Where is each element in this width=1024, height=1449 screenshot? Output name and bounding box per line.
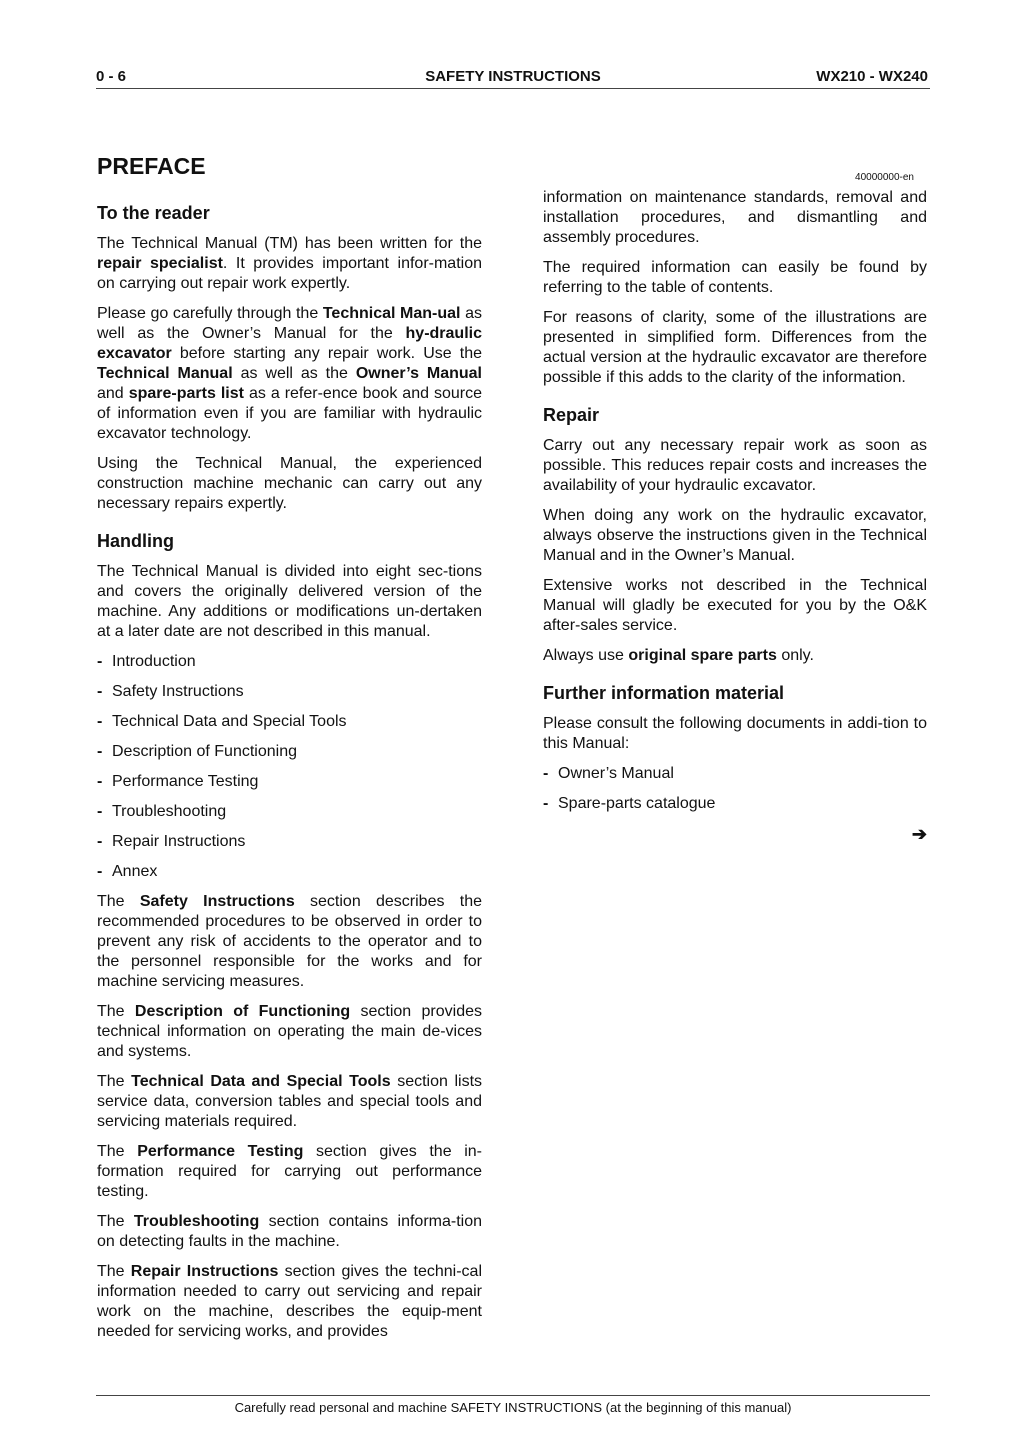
page-footer: Carefully read personal and machine SAFETY INSTRUCTIONS (at the beginning of this manual) (96, 1395, 930, 1415)
bold-text: hy-draulic excavator (97, 325, 482, 362)
bold-text: Technical Man-ual (322, 305, 461, 322)
text-run: The (97, 1263, 131, 1280)
handling-paragraph: The Technical Manual is divided into eight sec-tions and covers the originally delivered version of the machine. Any additions or modifications un-dertaken at a later date are not described in this manual. (97, 563, 482, 640)
reader-paragraph-2 (97, 304, 482, 444)
right-column (543, 172, 927, 844)
page-header (96, 66, 930, 89)
dash-bullet: - (97, 833, 103, 850)
text-run: The (97, 893, 140, 910)
handling-heading: Handling (97, 531, 174, 551)
document-code: 40000000-en (855, 172, 914, 183)
dash-bullet: - (543, 765, 549, 782)
list-item-label: Spare-parts catalogue (558, 795, 716, 812)
further-info-paragraph: Please consult the following documents in addi-tion to this Manual: (543, 715, 927, 752)
text-run: before starting any repair work. Use the (171, 345, 482, 362)
list-item-label: Repair Instructions (112, 833, 246, 850)
to-the-reader-heading: To the reader (97, 203, 210, 223)
text-run: section describes the recommended procedures to be observed in order to prevent any risk of accidents to the operator and to the personnel responsible for the works and for machine servicing measures. (97, 893, 483, 990)
bold-text: original spare parts (628, 647, 777, 664)
text-run: and (97, 385, 129, 402)
reader-paragraph-1 (97, 234, 482, 294)
list-item-label: Safety Instructions (112, 683, 244, 700)
clarity-paragraph: For reasons of clarity, some of the illustrations are presented in simplified form. Differences from the actual version at the hydraulic excavator are therefore possible if this adds to the clarity of the information. (543, 309, 927, 386)
list-item-label: Technical Data and Special Tools (112, 713, 347, 730)
repair-paragraph-3: Extensive works not described in the Technical Manual will gladly be executed for you by the O&K after-sales service. (543, 577, 927, 634)
repair-paragraph-2: When doing any work on the hydraulic excavator, always observe the instructions given in the Technical Manual and in the Owner’s Manual. (543, 507, 927, 564)
description-paragraph (97, 1002, 482, 1062)
dash-bullet: - (543, 795, 549, 812)
text-run: Always use (543, 647, 629, 664)
preface-title: PREFACE (97, 153, 206, 179)
bold-text: repair specialist (97, 255, 223, 272)
further-info-heading: Further information material (543, 683, 785, 703)
list-item-label: Owner’s Manual (558, 765, 674, 782)
repair-paragraph-1: Carry out any necessary repair work as soon as possible. This reduces repair costs and increases the availability of your hydraulic excavator. (543, 437, 927, 494)
text-run: The (97, 1003, 135, 1020)
dash-bullet: - (97, 863, 103, 880)
reader-paragraph-3: Using the Technical Manual, the experienced construction machine mechanic can carry out any necessary repairs expertly. (97, 455, 482, 512)
text-run: Please go carefully through the (97, 305, 323, 322)
list-item (97, 742, 482, 762)
text-run: The (97, 1213, 134, 1230)
dash-bullet: - (97, 653, 103, 670)
bold-text: Technical Data and Special Tools (131, 1073, 391, 1090)
list-item (97, 772, 482, 792)
manual-sections-list (97, 652, 482, 882)
list-item (543, 794, 927, 814)
text-run: The (97, 1143, 138, 1160)
section-title: SAFETY INSTRUCTIONS (425, 68, 601, 85)
list-item-label: Description of Functioning (112, 743, 297, 760)
dash-bullet: - (97, 713, 103, 730)
list-item (543, 764, 927, 784)
safety-instructions-paragraph (97, 892, 482, 992)
list-item (97, 712, 482, 732)
bold-text: Safety Instructions (139, 893, 295, 910)
list-item (97, 652, 482, 672)
technical-data-paragraph (97, 1072, 482, 1132)
dash-bullet: - (97, 683, 103, 700)
page-number: 0 - 6 (96, 68, 127, 85)
text-run: only. (776, 647, 814, 664)
bold-text: Description of Functioning (134, 1003, 351, 1020)
list-item (97, 862, 482, 882)
text-run: as well as the (232, 365, 356, 382)
list-item-label: Introduction (112, 653, 196, 670)
bold-text: Owner’s Manual (355, 365, 482, 382)
bold-text: spare-parts list (128, 385, 244, 402)
continue-arrow-icon: ➔ (911, 824, 927, 844)
continued-paragraph: information on maintenance standards, removal and installation procedures, and dismantling and assembly procedures. (543, 189, 927, 246)
list-item (97, 832, 482, 852)
text-run: section lists service data, conversion tables and special tools and servicing materials required. (97, 1073, 483, 1130)
text-run: section gives the in-formation required for carrying out performance testing. (97, 1143, 483, 1200)
bold-text: Repair Instructions (130, 1263, 279, 1280)
dash-bullet: - (97, 743, 103, 760)
list-item-label: Annex (112, 863, 158, 880)
text-run: as a refer-ence book and source of information even if you are familiar with hydraulic excavator technology. (97, 385, 483, 442)
text-run: . It provides important infor-mation on carrying out repair work expertly. (97, 255, 482, 292)
repair-paragraph-4 (543, 646, 927, 666)
bold-text: Performance Testing (137, 1143, 304, 1160)
troubleshooting-paragraph (97, 1212, 482, 1252)
dash-bullet: - (97, 773, 103, 790)
bold-text: Troubleshooting (133, 1213, 260, 1230)
performance-paragraph (97, 1142, 482, 1202)
list-item-label: Performance Testing (112, 773, 259, 790)
repair-instructions-paragraph (97, 1262, 482, 1342)
text-run: as well as the Owner’s Manual for the (97, 305, 483, 342)
text-run: The Technical Manual (TM) has been written for the (97, 235, 482, 252)
text-run: section contains informa-tion on detecting faults in the machine. (97, 1213, 482, 1250)
list-item (97, 682, 482, 702)
dash-bullet: - (97, 803, 103, 820)
bold-text: Technical Manual (97, 365, 233, 382)
list-item-label: Troubleshooting (112, 803, 227, 820)
repair-heading: Repair (543, 405, 600, 425)
left-column (97, 152, 482, 1352)
contents-paragraph: The required information can easily be found by referring to the table of contents. (543, 259, 927, 296)
list-item (97, 802, 482, 822)
documents-list (543, 764, 927, 814)
text-run: section provides technical information on operating the main de-vices and systems. (97, 1003, 482, 1060)
model-name: WX210 - WX240 (816, 68, 928, 85)
text-run: section gives the techni-cal information needed to carry out servicing and repair work on the machine, describes the equip-ment needed for servicing works, and provides (97, 1263, 483, 1340)
text-run: The (97, 1073, 132, 1090)
